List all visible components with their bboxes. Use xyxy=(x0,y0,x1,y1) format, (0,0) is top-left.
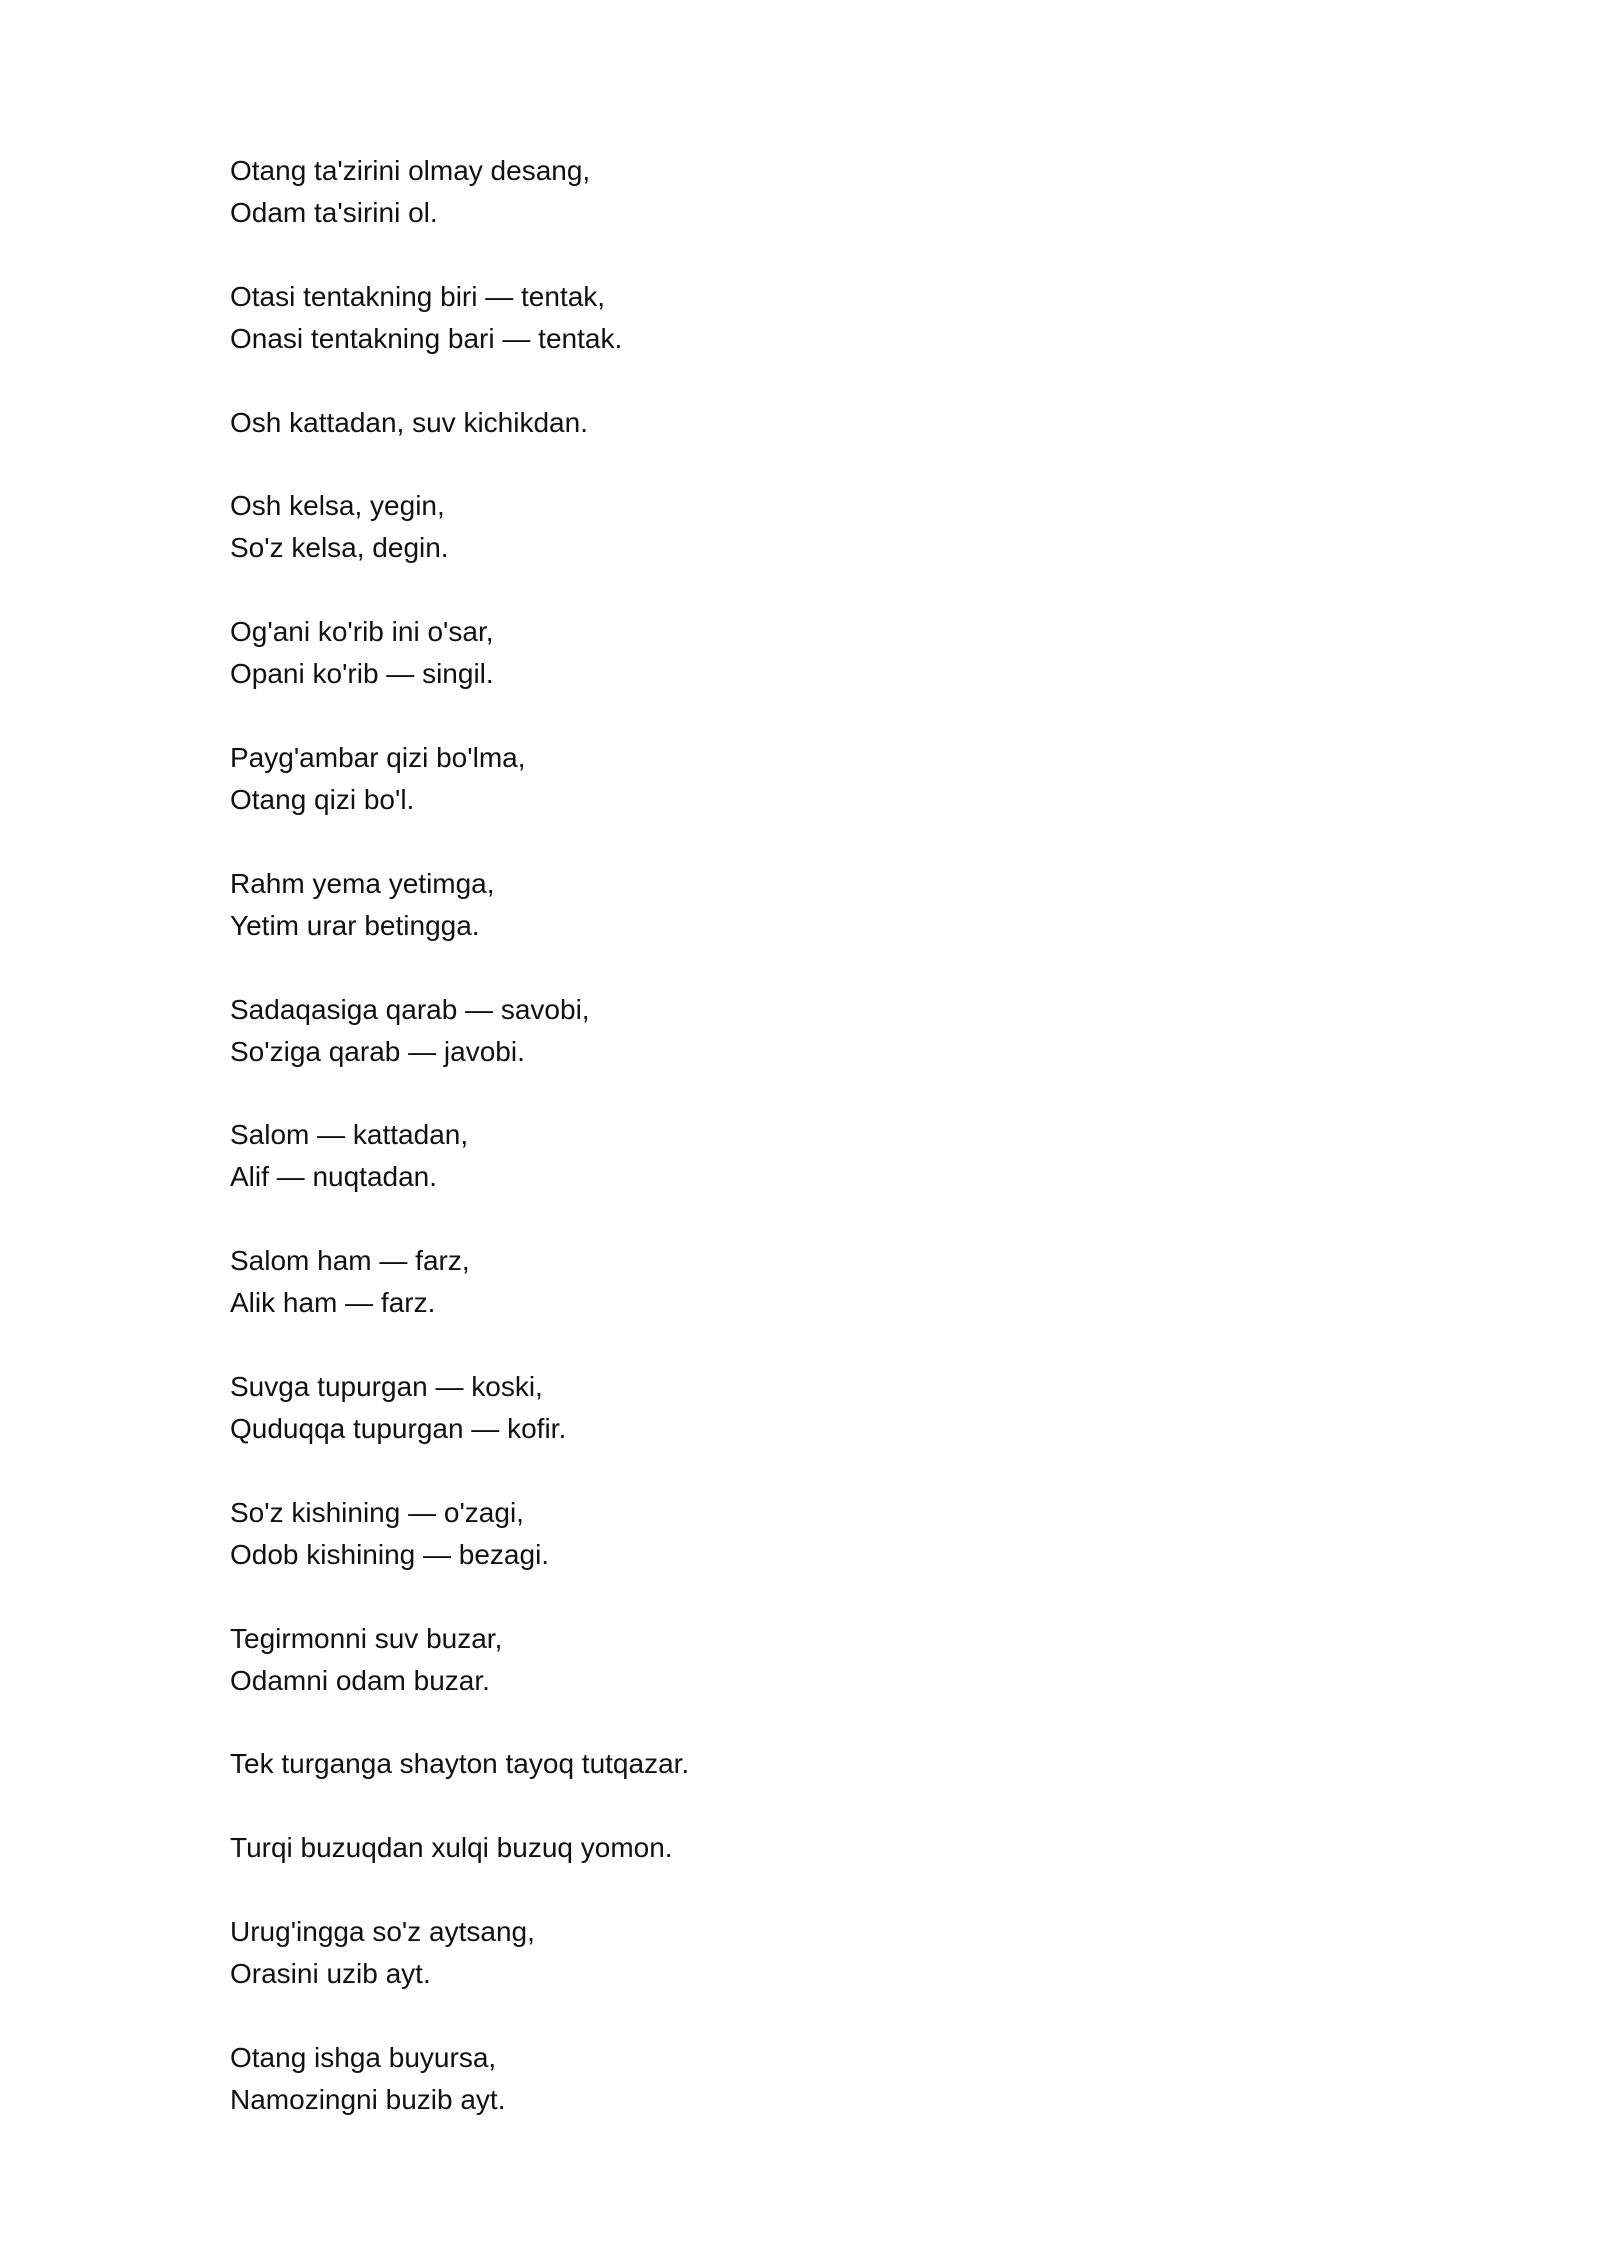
proverb-line: Odam ta'sirini ol. xyxy=(230,197,438,228)
proverb-line: Quduqqa tupurgan — kofir. xyxy=(230,1412,567,1444)
proverb-stanza xyxy=(230,1827,1330,1869)
proverb-stanza xyxy=(230,611,1330,695)
proverb-line: Osh kattadan, suv kichikdan. xyxy=(230,406,588,438)
proverb-line: Otang qizi bo'l. xyxy=(230,783,415,815)
proverb-line: Osh kelsa, yegin, xyxy=(230,490,445,522)
proverb-line: Payg'ambar qizi bo'lma, xyxy=(230,741,526,773)
proverb-line: Onasi tentakning bari — tentak. xyxy=(230,322,623,354)
proverb-stanza xyxy=(230,1366,1330,1450)
proverb-stanza xyxy=(230,485,1330,569)
proverb-stanza xyxy=(230,1618,1330,1702)
proverb-line: Odob kishining — bezagi. xyxy=(230,1538,550,1570)
proverb-line: Tek turganga shayton tayoq tutqazar. xyxy=(230,1748,690,1780)
proverb-line: Otang ta'zirini olmay desang, xyxy=(230,155,591,186)
proverb-line: Salom ham — farz, xyxy=(230,1245,470,1277)
proverb-stanza xyxy=(230,1743,1330,1785)
proverb-line: Alik ham — farz. xyxy=(230,1287,436,1319)
proverb-line: Rahm yema yetimga, xyxy=(230,867,495,899)
proverb-stanza xyxy=(230,1911,1330,1995)
proverb-stanza xyxy=(230,276,1330,360)
proverb-line: Tegirmonni suv buzar, xyxy=(230,1622,503,1654)
proverb-line: Namozingni buzib ayt. xyxy=(230,2083,506,2115)
proverb-stanza xyxy=(230,150,1330,234)
proverb-stanza xyxy=(230,402,1330,444)
proverb-line: Orasini uzib ayt. xyxy=(230,1957,431,1989)
proverb-line: So'ziga qarab — javobi. xyxy=(230,1035,525,1067)
proverb-stanza xyxy=(230,1114,1330,1198)
proverb-line: Yetim urar betingga. xyxy=(230,909,480,941)
proverb-line: So'z kishining — o'zagi, xyxy=(230,1496,524,1528)
proverb-stanza xyxy=(230,1240,1330,1324)
proverb-line: Otasi tentakning biri — tentak, xyxy=(230,280,606,312)
proverb-stanza xyxy=(230,737,1330,821)
proverb-line: So'z kelsa, degin. xyxy=(230,532,449,564)
proverb-line: Salom — kattadan, xyxy=(230,1119,469,1151)
proverb-line: Sadaqasiga qarab — savobi, xyxy=(230,993,590,1025)
proverb-line: Otang ishga buyursa, xyxy=(230,2041,497,2073)
proverb-line: Urug'ingga so'z aytsang, xyxy=(230,1915,535,1947)
proverb-stanza xyxy=(230,2037,1330,2121)
proverb-line: Alif — nuqtadan. xyxy=(230,1161,438,1193)
proverb-line: Suvga tupurgan — koski, xyxy=(230,1370,543,1402)
proverb-line: Turqi buzuqdan xulqi buzuq yomon. xyxy=(230,1832,673,1864)
proverb-stanza xyxy=(230,989,1330,1073)
proverb-stanza xyxy=(230,863,1330,947)
proverb-stanza xyxy=(230,1492,1330,1576)
proverbs-text xyxy=(230,150,1330,2163)
proverb-line: Opani ko'rib — singil. xyxy=(230,658,494,690)
proverb-line: Odamni odam buzar. xyxy=(230,1664,490,1696)
proverb-line: Og'ani ko'rib ini o'sar, xyxy=(230,616,494,648)
